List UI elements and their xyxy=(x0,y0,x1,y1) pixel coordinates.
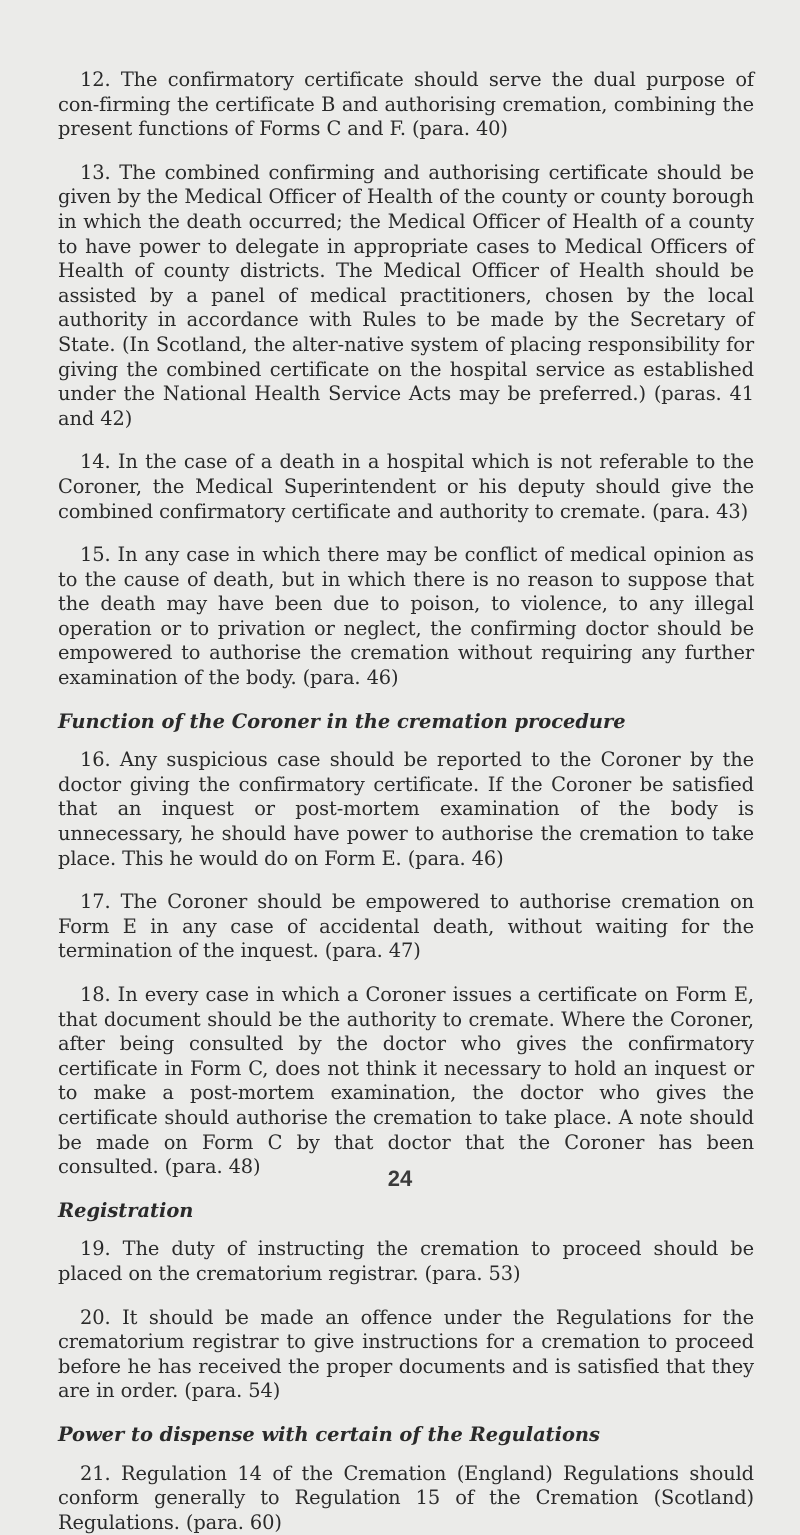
section-heading-coroner: Function of the Coroner in the cremation procedure xyxy=(58,710,754,735)
paragraph-17: 17. The Coroner should be empowered to authorise cremation on Form E in any case of accidental death, without waiting for the termination of the inquest. (para. 47) xyxy=(58,890,754,964)
section-heading-registration: Registration xyxy=(58,1199,754,1224)
paragraph-19: 19. The duty of instructing the cremation to proceed should be placed on the crematorium registrar. (para. 53) xyxy=(58,1237,754,1286)
paragraph-16: 16. Any suspicious case should be reported to the Coroner by the doctor giving the confirmatory certificate. If the Coroner be satisfied that an inquest or post-mortem examination of the body is unnecessary, he should have power to authorise the cremation to take place. This he would do on Form E. (para. 46) xyxy=(58,748,754,871)
paragraph-12: 12. The confirmatory certificate should serve the dual purpose of con-firming the certificate B and authorising cremation, combining the present functions of Forms C and F. (para. 40) xyxy=(58,68,754,142)
paragraph-18: 18. In every case in which a Coroner issues a certificate on Form E, that document should be the authority to cremate. Where the Coroner, after being consulted by the doctor who gives the confirmatory certificate in Form C, does not think it necessary to hold an inquest or to make a post-mortem examination, the doctor who gives the certificate should authorise the cremation to take place. A note should be made on Form C by that doctor that the Coroner has been consulted. (para. 48) xyxy=(58,983,754,1180)
paragraph-13: 13. The combined confirming and authorising certificate should be given by the Medical Officer of Health of the county or county borough in which the death occurred; the Medical Officer of Health of a county to have power to delegate in appropriate cases to Medical Officers of Health of county districts. The Medical Officer of Health should be assisted by a panel of medical practitioners, chosen by the local authority in accordance with Rules to be made by the Secretary of State. (In Scotland, the alter-native system of placing responsibility for giving the combined certificate on the hospital service as established under the National Health Service Acts may be preferred.) (paras. 41 and 42) xyxy=(58,161,754,432)
paragraph-14: 14. In the case of a death in a hospital which is not referable to the Coroner, the Medical Superintendent or his deputy should give the combined confirmatory certificate and authority to cremate. (para. 43) xyxy=(58,450,754,524)
paragraph-20: 20. It should be made an offence under the Regulations for the crematorium registrar to give instructions for a cremation to proceed before he has received the proper documents and is satisfied that they are in order. (para. 54) xyxy=(58,1306,754,1404)
paragraph-15: 15. In any case in which there may be conflict of medical opinion as to the cause of death, but in which there is no reason to suppose that the death may have been due to poison, to violence, to any illegal operation or to privation or neglect, the confirming doctor should be empowered to authorise the cremation without requiring any further examination of the body. (para. 46) xyxy=(58,543,754,691)
paragraph-21: 21. Regulation 14 of the Cremation (England) Regulations should conform generally to Regulation 15 of the Cremation (Scotland) Regulations. (para. 60) xyxy=(58,1462,754,1535)
section-heading-power-to-dispense: Power to dispense with certain of the Regulations xyxy=(58,1423,754,1448)
page-number: 24 xyxy=(0,1166,800,1192)
